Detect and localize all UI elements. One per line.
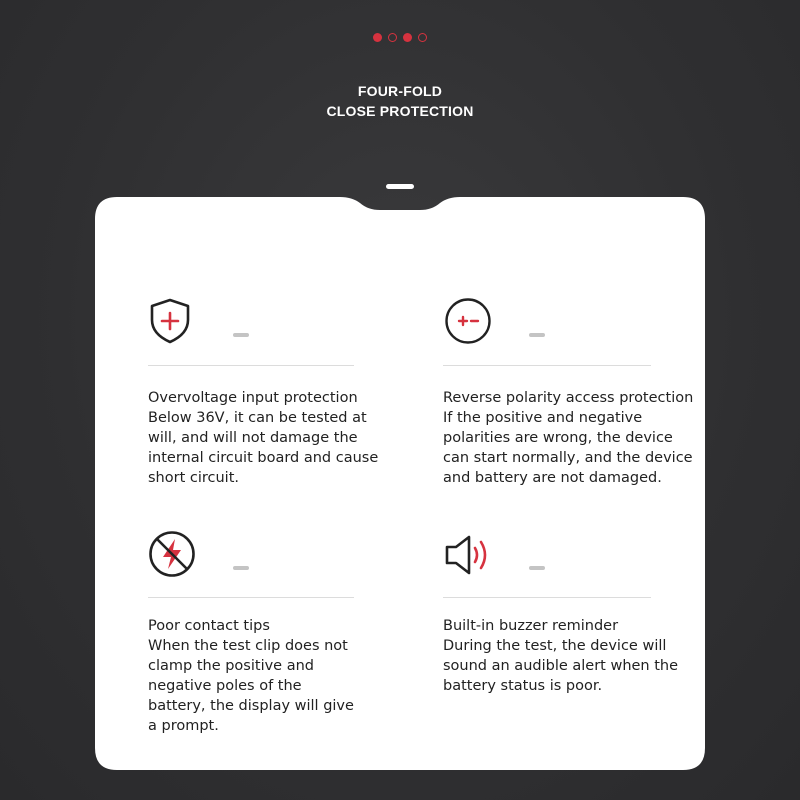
feature-3-dash: [233, 566, 249, 570]
feature-1-dash: [233, 333, 249, 337]
feature-2-description: If the positive and negative polarities are wrong, the device can start normally, and the device and battery are not damaged.: [443, 410, 693, 486]
feature-2-title: Reverse polarity access protection: [443, 390, 694, 406]
polarity-icon: [444, 297, 492, 345]
feature-1-text: [148, 388, 380, 488]
feature-4-divider: [443, 597, 651, 598]
feature-4-title: Built-in buzzer reminder: [443, 618, 619, 634]
feature-3-divider: [148, 597, 354, 598]
heading-line-1: FOUR-FOLD: [357, 83, 443, 99]
feature-1-divider: [148, 365, 354, 366]
feature-4-dash: [529, 566, 545, 570]
shield-plus-icon: [146, 296, 194, 344]
speaker-sound-icon: [444, 531, 492, 579]
feature-4-text: [443, 616, 683, 696]
no-lightning-icon: [148, 530, 196, 578]
feature-1-title: Overvoltage input protection: [148, 390, 358, 406]
feature-3-text: [148, 616, 363, 736]
feature-2-divider: [443, 365, 651, 366]
feature-2-dash: [529, 333, 545, 337]
feature-2-text: [443, 388, 699, 488]
card-handle[interactable]: [386, 184, 414, 189]
feature-1-description: Below 36V, it can be tested at will, and will not damage the internal circuit board and cause short circuit.: [148, 410, 379, 486]
feature-3-description: When the test clip does not clamp the positive and negative poles of the battery, the display will give a prompt.: [148, 638, 354, 734]
heading-line-2: CLOSE PROTECTION: [326, 103, 474, 119]
feature-4-description: During the test, the device will sound an audible alert when the battery status is poor.: [443, 638, 679, 694]
feature-3-title: Poor contact tips: [148, 618, 270, 634]
